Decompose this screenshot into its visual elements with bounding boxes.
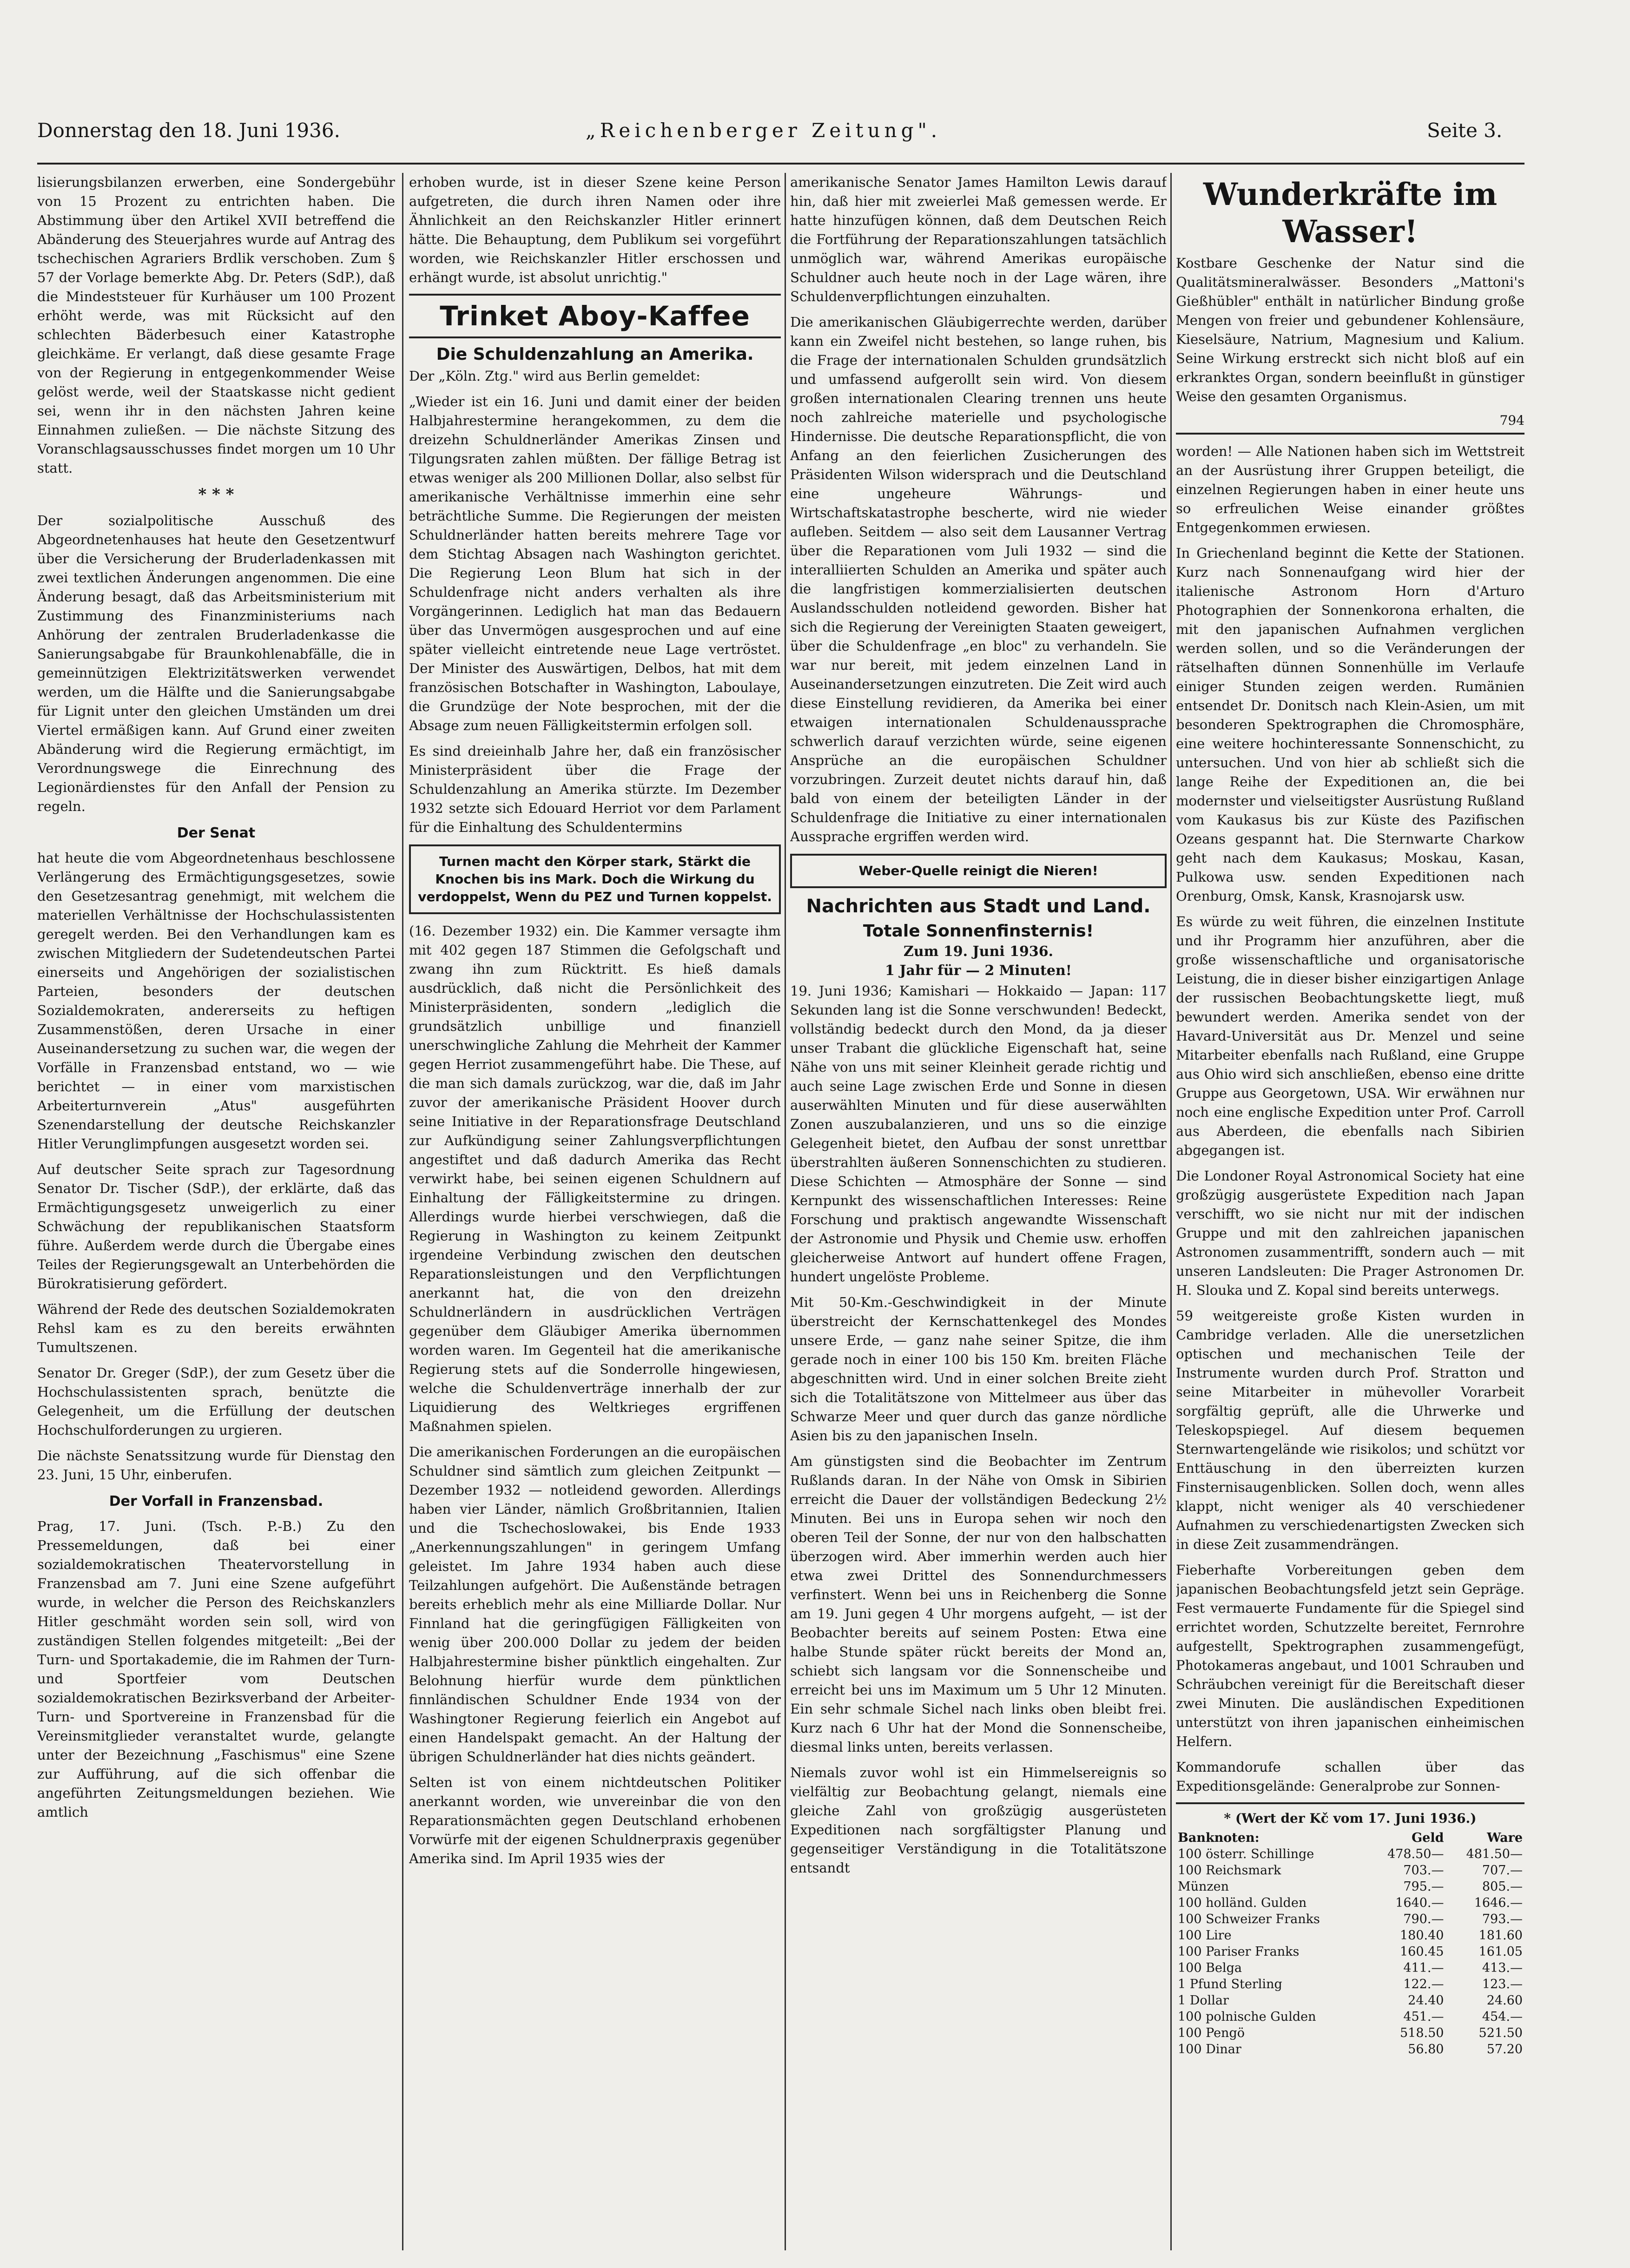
weber-quelle-advertisement: Weber-Quelle reinigt die Nieren! <box>790 854 1167 888</box>
article-paragraph: lisierungsbilanzen erwerben, eine Sondergebühr von 15 Prozent zu entrichten haben. Die Abstimmung über den Artikel XVII betreffend die Abänderung des Steuerjahres wurde auf Antrag des tschechischen Agrariers Brdlik verschoben. Zum § 57 der Vorlage bemerkte Abg. Dr. Peters (SdP.), daß die Mindeststeuer für Kurhäuser um 100 Prozent erhöht werde, was mit Rücksicht auf den schlechten Bäderbesuch einer Katastrophe gleichkäme. Er verlangt, daß diese gesamte Frage von der Regierung in entgegenkommender Weise gelöst werde, weil der Staatskasse nicht gedient sei, wenn ihr in den nächsten Jahren keine Einnahmen zuließen. — Die nächste Sitzung des Voranschlagsausschusses findet morgen um 10 Uhr statt. <box>37 174 395 476</box>
rate-ware: 123.— <box>1482 1977 1523 1991</box>
rate-name: 100 österr. Schillinge <box>1178 1847 1314 1861</box>
rate-ware: 793.— <box>1482 1912 1523 1926</box>
rate-geld: 122.— <box>1403 1977 1444 1991</box>
article-paragraph: Auf deutscher Seite sprach zur Tagesordnung Senator Dr. Tischer (SdP.), der erklärte, daß das Ermächtigungsgesetz unweigerlich zu einer Schwächung der republikanischen Staatsform führe. Außerdem werde durch die Übergabe eines Teiles der Regierungsgewalt an Unterbehörden die Bürokratisierung gefördert. <box>37 1161 395 1292</box>
table-row <box>1176 1944 1524 1960</box>
article-paragraph: Die amerikanischen Forderungen an die europäischen Schuldner sind sämtlich zum gleichen Zeitpunkt — Dezember 1932 — notleidend geworden. Allerdings haben vier Länder, nämlich Großbritannien, Italien und die Tschechoslowakei, bis Ende 1933 „Anerkennungszahlungen" in geringem Umfang geleistet. Im Jahre 1934 haben auch diese Teilzahlungen aufgehört. Die Außenstände betragen bereits erheblich mehr als eine Milliarde Dollar. Nur Finnland hat die geringfügigen Fälligkeiten von wenig über 200.000 Dollar zu jedem der beiden Halbjahrestermine bisher pünktlich eingehalten. Zur Belohnung hierfür wurde dem pünktlichen finnländischen Schuldner Ende 1934 von der Washingtoner Regierung feierlich ein Angebot auf einen Handelspakt gemacht. An der Haltung der übrigen Schuldnerländer hat dies nichts geändert. <box>409 1444 781 1765</box>
article-headline: Die Schuldenzahlung an Amerika. <box>436 345 754 364</box>
rate-name: 100 Dinar <box>1178 2042 1241 2057</box>
rate-geld: 451.— <box>1403 2010 1444 2024</box>
exchange-rates <box>1176 1802 1524 2057</box>
article-paragraph: In Griechenland beginnt die Kette der Stationen. Kurz nach Sonnenaufgang wird hier der italienische Astronom Horn d'Arturo Photographien der Sonnenkorona erhalten, die mit den japanischen Aufnahmen verglichen werden sollen, und so die Veränderungen der rätselhaften dünnen Sonnenhülle im Verlaufe einiger Stunden zeigen werden. Rumänien entsendet Dr. Donitsch nach Klein-Asien, um mit besonderen Spektrographen die Chromosphäre, eine weitere hochinteressante Sonnenschicht, zu untersuchen. Und von hier ab schließt sich die lange Reihe der Expeditionen an, die bei modernster und vielseitigster Ausrüstung Rußland vom Kaukasus bis zur Küste des Pazifischen Ozeans gespannt hat. Die Sternwarte Charkow geht nach dem Kaukasus; Moskau, Kasan, Pulkowa usw. senden Expeditionen nach Orenburg, Omsk, Kansk, Krasnojarsk usw. <box>1176 545 1524 904</box>
table-row <box>1176 2041 1524 2057</box>
table-row <box>1176 1879 1524 1895</box>
table-row <box>1176 1960 1524 1976</box>
page-header <box>37 110 1524 165</box>
rate-name: 1 Dollar <box>1178 1993 1229 2008</box>
table-row <box>1176 1927 1524 1944</box>
table-row <box>1176 1992 1524 2009</box>
rate-ware: 57.20 <box>1486 2042 1523 2057</box>
article-paragraph: hat heute die vom Abgeordnetenhaus beschlossene Verlängerung des Ermächtigungsgesetzes, sowie den Gesetzesantrag genehmigt, mit welchem die materiellen Verhältnisse der Hochschulassistenten geregelt werden. Bei den Verhandlungen kam es zwischen Mitgliedern der Sudetendeutschen Partei einerseits und Angehörigen der sozialistischen Parteien, besonders der deutschen Sozialdemokraten, andererseits zu heftigen Zusammenstößen, deren Ursache in einer Auseinandersetzung zu suchen war, die wegen der Vorfälle in Franzensbad entstand, wo — wie berichtet — in einer vom marxistischen Arbeiterturnverein „Atus" ausgeführten Szenendarstellung der deutsche Reichskanzler Hitler Verunglimpfungen ausgesetzt worden sei. <box>37 850 395 1152</box>
table-row <box>1176 1862 1524 1879</box>
column-4 <box>1176 173 1524 2250</box>
article-paragraph: worden! — Alle Nationen haben sich im Wettstreit an der Ausrüstung ihrer Gruppen beteiligt, die einzelnen Regierungen haben in einer heute uns so erfreulichen Weise einander größtes Entgegenkommen erwiesen. <box>1176 443 1524 535</box>
article-paragraph: Die Londoner Royal Astronomical Society hat eine großzügig ausgerüstete Expedition nach Japan verschifft, wo sie nicht nur mit der indischen Gruppe und mit den zahlreichen japanischen Astronomen zusammentrifft, sondern auch — mit unseren Landsleuten: Die Prager Astronomen Dr. H. Slouka und Z. Kopal sind bereits unterwegs. <box>1176 1168 1524 1298</box>
rate-name: 1 Pfund Sterling <box>1178 1977 1282 1991</box>
rate-geld: 56.80 <box>1408 2042 1444 2057</box>
rate-geld: 411.— <box>1403 1961 1444 1975</box>
newspaper-title: „Reichenberger Zeitung". <box>586 119 942 142</box>
article-paragraph: „Wieder ist ein 16. Juni und damit einer der beiden Halbjahrestermine herangekommen, zu dem die dreizehn Schuldnerländer Amerikas Zinsen und Tilgungsraten zahlen müßten. Der fällige Betrag ist etwas weniger als 200 Millionen Dollar, also selbst für amerikanische Verhältnisse immerhin eine sehr beträchtliche Summe. Die Regierungen der meisten Schuldnerländer hatten bereits mehrere Tage vor dem Stichtag Absagen nach Washington gerichtet. Die Regierung Leon Blum hat sich in der Schuldenfrage nicht anders verhalten als ihre Vorgängerinnen. Lediglich hat man das Bedauern über das Unvermögen ausgesprochen und auf eine später vielleicht eintretende neue Lage vertröstet. Der Minister des Auswärtigen, Delbos, hat mit dem französischen Botschafter in Washington, Laboulaye, die Grundzüge der Note besprochen, mit der die Absage zum neuen Fälligkeitstermin erfolgen soll. <box>409 394 781 733</box>
exchange-rates-title: * (Wert der Kč vom 17. Juni 1936.) <box>1224 1811 1477 1826</box>
rate-ware: 521.50 <box>1478 2026 1523 2040</box>
exchange-rates-table <box>1176 1830 1524 2057</box>
table-row <box>1176 2025 1524 2041</box>
rate-ware: 454.— <box>1482 2010 1523 2024</box>
pez-advertisement: Turnen macht den Körper stark, Stärkt die Knochen bis ins Mark. Doch die Wirkung du verdoppelst, Wenn du PEZ und Turnen koppelst. <box>409 844 781 914</box>
section-heading: Der Vorfall in Franzensbad. <box>109 1493 323 1510</box>
article-paragraph: (16. Dezember 1932) ein. Die Kammer versagte ihm mit 402 gegen 187 Stimmen die Gefolgschaft und zwang ihn zum Rücktritt. Es hieß damals ausdrücklich, daß nicht die Persönlichkeit des Ministerpräsidenten, sondern „lediglich die grundsätzlich unbillige und finanziell unerschwingliche Zahlung die Mehrheit der Kammer gegen Herriot zusammengeführt habe. Die These, auf die man sich damals zurückzog, war die, daß im Jahr zuvor der amerikanische Präsident Hoover durch seine Initiative in der Reparationsfrage Deutschland zur Aufkündigung seiner Zahlungsverpflichtungen angestiftet und daß dadurch Amerika das Recht verwirkt habe, bei seinen eigenen Schuldnern auf Einhaltung der Fälligkeitstermine zu dringen. Allerdings wurde hierbei verschwiegen, daß die Regierung in Washington zu keinem Zeitpunkt irgendeine Verbindung zwischen den deutschen Reparationsleistungen und den Verpflichtungen anerkannt hat, die von den dreizehn Schuldnerländern in ausdrücklichen Verträgen gegenüber dem Gläubiger Amerika übernommen worden waren. Im Gegenteil hat die amerikanische Regierung stets auf die Sonderrolle hingewiesen, welche die Schuldenverträge innerhalb der zur Liquidierung des Weltkrieges ergriffenen Maßnahmen spielen. <box>409 923 781 1434</box>
rate-name: Münzen <box>1178 1879 1229 1894</box>
table-row <box>1176 1911 1524 1927</box>
issue-date: Donnerstag den 18. Juni 1936. <box>37 119 340 142</box>
coffee-advertisement <box>409 294 781 338</box>
rate-ware: 707.— <box>1482 1863 1523 1878</box>
rate-name: 100 Pariser Franks <box>1178 1945 1300 1959</box>
rate-ware: 481.50— <box>1466 1847 1523 1861</box>
rate-geld: 1640.— <box>1395 1896 1444 1910</box>
article-paragraph: 19. Juni 1936; Kamishari — Hokkaido — Japan: 117 Sekunden lang ist die Sonne verschwunden! Bedeckt, vollständig bedeckt durch den Mond, da ja dieser unser Trabant die glückliche Eigenschaft hat, seine Nähe von uns mit seiner Kleinheit gerade richtig und auch seine Lage zwischen Erde und Sonne in diesen auserwählten Minuten und für diese auserwählten Zonen auszubalanzieren, und uns so die einzige Gelegenheit bietet, den Aufbau der sonst unrettbar überstrahlten äußeren Sonnenschichten zu studieren. Diese Schichten — Atmosphäre der Sonne — sind Kernpunkt des wissenschaftlichen Interesses: Reine Forschung und praktisch angewandte Wissenschaft der Astronomie und Physik und Chemie usw. erhoffen gleicherweise Antwort auf hundert offene Fragen, hundert ungelöste Probleme. <box>790 983 1167 1285</box>
ad-text: Kostbare Geschenke der Natur sind die Qualitätsmineralwässer. Besonders „Mattoni's Gießhübler" enthält in natürlicher Bindung große Mengen von freier und gebundener Kohlensäure, Kieselsäure, Natrium, Magnesium und Kalium. Seine Wirkung erstreckt sich nicht bloß auf ein erkranktes Organ, sondern beeinflußt in günstiger Weise den gesamten Organismus. <box>1176 255 1524 404</box>
article-paragraph: Senator Dr. Greger (SdP.), der zum Gesetz über die Hochschulassistenten sprach, benützte die Gelegenheit, um die Erfüllung der deutschen Hochschulforderungen zu urgieren. <box>37 1365 395 1438</box>
rate-geld: 790.— <box>1403 1912 1444 1926</box>
column-divider <box>1170 173 1172 2250</box>
ad-code: 794 <box>1499 413 1524 428</box>
article-paragraph: Am günstigsten sind die Beobachter im Zentrum Rußlands daran. In der Nähe von Omsk in Sibirien erreicht die Dauer der vollständigen Bedeckung 2½ Minuten. Bei uns in Europa sehen wir noch den oberen Teil der Sonne, der nur von den halbschatten überzogen wird. Aber immerhin werden auch hier etwa zwei Drittel des Sonnendurchmessers verfinstert. Wenn bei uns in Reichenberg die Sonne am 19. Juni gegen 4 Uhr morgens aufgeht, — ist der Beobachter bereits auf seinem Posten: Etwa eine halbe Stunde später rückt bereits der Mond an, schiebt sich langsam vor die Sonnenscheibe und erreicht bei uns im Maximum um 5 Uhr 12 Minuten. Ein sehr schmale Sichel nach links oben bleibt frei. Kurz nach 6 Uhr hat der Mond die Sonnenscheibe, diesmal links unten, bereits verlassen. <box>790 1453 1167 1755</box>
page-number: Seite 3. <box>1427 119 1503 142</box>
article-paragraph: Die amerikanischen Gläubigerrechte werden, darüber kann ein Zweifel nicht bestehen, so lange ruhen, bis die Frage der internationalen Schulden grundsätzlich und umfassend aufgerollt sein wird. Von diesem großen internationalen Clearing trennen uns heute noch zahlreiche materielle und psychologische Hindernisse. Die deutsche Reparationspflicht, die von Anfang an den feierlichen Zusicherungen des Präsidenten Wilson widersprach und die Deutschland eine ungeheure Währungs- und Wirtschaftskatastrophe bescherte, wird nie wieder aufleben. Seitdem — also seit dem Lausanner Vertrag über die Reparationen vom Juli 1932 — sind die interalliierten Schulden an Amerika und später auch die langfristigen kommerzialisierten deutschen Auslandsschulden notleidend geworden. Bisher hat sich die Regierung der Vereinigten Staaten geweigert, über die Schuldenfrage „en bloc" zu verhandeln. Sie war nur bereit, mit jedem einzelnen Land in Auseinandersetzungen einzutreten. Die Zeit wird auch diese Einstellung revidieren, da Amerika bei einer etwaigen internationalen Schuldenaussprache schwerlich darauf verzichten würde, seine eigenen Ansprüche an die europäischen Schuldner vorzubringen. Zurzeit deutet nichts darauf hin, daß bald von einem der beteiligten Länder in der Schuldenfrage die Initiative zu einer internationalen Aussprache ergriffen werden wird. <box>790 314 1167 844</box>
column-divider <box>402 173 403 2250</box>
rate-name: 100 holländ. Gulden <box>1178 1896 1307 1910</box>
rate-geld: 795.— <box>1403 1879 1444 1894</box>
rate-name: 100 Pengö <box>1178 2026 1245 2040</box>
header-rule <box>37 163 1524 165</box>
column-2 <box>409 173 781 2250</box>
table-row <box>1176 1846 1524 1862</box>
column-header-ware: Ware <box>1487 1831 1523 1845</box>
column-3 <box>790 173 1167 2250</box>
rate-name: 100 Schweizer Franks <box>1178 1912 1320 1926</box>
table-row <box>1176 2009 1524 2025</box>
ad-headline: Wunderkräfte im Wasser! <box>1203 176 1498 250</box>
article-paragraph: Niemals zuvor wohl ist ein Himmelsereignis so vielfältig zur Beobachtung gelangt, niemals eine gleiche Zahl von großzügig ausgerüsteten Expeditionen nach sorgfältigster Planung und gegenseitiger Verständigung in die Totalitätszone entsandt <box>790 1765 1167 1876</box>
ad-slogan: Trinket Aboy-Kaffee <box>440 300 750 332</box>
article-paragraph: Selten ist von einem nichtdeutschen Politiker anerkannt worden, wie unvereinbar die von den Reparationsmächten gegen Deutschland erhobenen Vorwürfe mit der eigenen Schuldnerpraxis gegenüber Amerika sind. Im April 1935 wies der <box>409 1774 781 1866</box>
article-dateline: Zum 19. Juni 1936. <box>903 943 1054 960</box>
article-subheadline: 1 Jahr für — 2 Minuten! <box>885 963 1072 979</box>
article-paragraph: Es würde zu weit führen, die einzelnen Institute und ihr Programm hier anzuführen, aber die große wissenschaftliche und organisatorische Leistung, die in dieser bisher einzigartigen Anlage der russischen Beobachtungskette liegt, muß bewundert werden. Amerika sendet von der Havard-Universität aus Dr. Menzel und seine Mitarbeiter ebenfalls nach Rußland, eine Gruppe aus Ohio wird sich anschließen, ebenso eine dritte Gruppe aus Georgetown, USA. Wir erwähnen nur noch eine englische Expedition unter Prof. Carroll aus Aberdeen, die ebenfalls nach Sibirien abgegangen ist. <box>1176 914 1524 1158</box>
rate-geld: 703.— <box>1403 1863 1444 1878</box>
rate-ware: 805.— <box>1482 1879 1523 1894</box>
article-paragraph: 59 weitgereiste große Kisten wurden in Cambridge verladen. Alle die unersetzlichen optischen und mechanischen Teile der Instrumente wurden durch Prof. Stratton und seine Mitarbeiter in mühevoller Vorarbeit sorgfältig geprüft, alle die Uhrwerke und Teleskopspiegel. Auf diesem bequemen Sternwartengelände wie risikolos; und schützt vor Enttäuschung in den überreizten kurzen Finsternisaugenblicken. Sollen doch, wenn alles klappt, nicht weniger als 40 verschiedener Aufnahmen zu verschiedenartigsten Zwecken sich in diese Zeit zusammendrängen. <box>1176 1308 1524 1552</box>
column-divider <box>785 173 786 2250</box>
article-paragraph: Die nächste Senatssitzung wurde für Dienstag den 23. Juni, 15 Uhr, einberufen. <box>37 1448 395 1483</box>
article-paragraph: Der sozialpolitische Ausschuß des Abgeordnetenhauses hat heute den Gesetzentwurf über die Versicherung der Bruderladenkassen mit zwei textlichen Änderungen angenommen. Die eine Änderung besagt, daß das Arbeitsministerium mit Zustimmung des Finanzministeriums nach Anhörung der zentralen Bruderladenkasse die Sanierungsabgabe für Braunkohlenabfälle, die in gemeinnützigen Elektrizitätswerken verwendet werden, um die Hälfte und die Sanierungsabgabe für Lignit unter den gleichen Umständen um drei Viertel ermäßigen kann. Auf Grund einer zweiten Abänderung wird die Regierung ermächtigt, im Verordnungswege die Einrechnung des Legionärdienstes für den Anfall der Pension zu regeln. <box>37 513 395 814</box>
article-paragraph: Fieberhafte Vorbereitungen geben dem japanischen Beobachtungsfeld jetzt sein Gepräge. Fest vermauerte Fundamente für die Spiegel sind errichtet worden, Schutzzelte bereitet, Fernrohre aufgestellt, Spektrographen zusammengefügt, Photokameras angebaut, und 1001 Schrauben und Schräubchen vereinigt für die Bereitschaft dieser zwei Minuten. Die ausländischen Expeditionen unterstützt von ihren japanischen einheimischen Helfern. <box>1176 1562 1524 1749</box>
section-headline: Nachrichten aus Stadt und Land. <box>806 896 1151 917</box>
rate-ware: 413.— <box>1482 1961 1523 1975</box>
table-row <box>1176 1895 1524 1911</box>
rate-name: 100 Lire <box>1178 1928 1232 1943</box>
mattoni-advertisement <box>1176 176 1524 435</box>
section-heading: Der Senat <box>177 825 256 841</box>
rate-ware: 181.60 <box>1478 1928 1523 1943</box>
rate-geld: 518.50 <box>1399 2026 1444 2040</box>
rate-ware: 161.05 <box>1478 1945 1523 1959</box>
column-header-geld: Geld <box>1412 1831 1444 1845</box>
rate-ware: 24.60 <box>1486 1993 1523 2008</box>
rate-name: 100 polnische Gulden <box>1178 2010 1316 2024</box>
rate-name: 100 Belga <box>1178 1961 1242 1975</box>
article-paragraph: Kommandorufe schallen über das Expeditionsgelände: Generalprobe zur Sonnen- <box>1176 1759 1524 1794</box>
article-paragraph: amerikanische Senator James Hamilton Lewis darauf hin, daß hier mit zweierlei Maß gemessen werde. Er hatte hinzufügen können, daß dem Deutschen Reich die Fortführung der Reparationszahlungen tatsächlich unmöglich war, während Amerikas europäische Schuldner auch heute noch in der Lage wären, ihre Schuldenverpflichtungen einzuhalten. <box>790 174 1167 304</box>
table-row <box>1176 1976 1524 1992</box>
article-paragraph: Prag, 17. Juni. (Tsch. P.-B.) Zu den Pressemeldungen, daß bei einer sozialdemokratischen Theatervorstellung in Franzensbad am 7. Juni eine Szene aufgeführt wurde, in welcher die Person des Reichskanzlers Hitler geschmäht worden sein soll, wird von zuständigen Stellen folgendes mitgeteilt: „Bei der Turn- und Sportakademie, die im Rahmen der Turn- und Sportfeier vom Deutschen sozialdemokratischen Bezirksverband der Arbeiter-Turn- und Sportvereine in Franzensbad für die Vereinsmitglieder veranstaltet wurde, gelangte unter der Bezeichnung „Faschismus" eine Szene zur Aufführung, auf die sich offenbar die angeführten Zeitungsmeldungen beziehen. Wie amtlich <box>37 1518 395 1820</box>
rate-geld: 160.45 <box>1399 1945 1444 1959</box>
section-separator: * * * <box>198 485 234 504</box>
rate-ware: 1646.— <box>1474 1896 1523 1910</box>
article-paragraph: Es sind dreieinhalb Jahre her, daß ein französischer Ministerpräsident über die Frage der Schuldenzahlung an Amerika stürzte. Im Dezember 1932 setzte sich Edouard Herriot vor dem Parlament für die Einhaltung des Schuldentermins <box>409 743 781 835</box>
article-paragraph: erhoben wurde, ist in dieser Szene keine Person aufgetreten, die durch ihren Namen oder ihre Ähnlichkeit an den Reichskanzler Hitler erinnert hätte. Die Behauptung, dem Publikum sei vorgeführt worden, wie Reichskanzler Hitler erschossen und erhängt wurde, ist absolut unrichtig." <box>409 174 781 285</box>
article-paragraph: Der „Köln. Ztg." wird aus Berlin gemeldet: <box>409 368 700 384</box>
rate-geld: 180.40 <box>1399 1928 1444 1943</box>
article-headline: Totale Sonnenfinsternis! <box>863 922 1094 941</box>
article-paragraph: Mit 50-Km.-Geschwindigkeit in der Minute überstreicht der Kernschattenkegel des Mondes unsere Erde, — ganz nahe seiner Spitze, die ihm gerade noch in einer 100 bis 150 Km. breiten Fläche abgeschnitten wird. Und in einer solchen Breite zieht sich die Totalitätszone von Mittelmeer aus über das Schwarze Meer und quer durch das ganze nördliche Asien bis zu den japanischen Inseln. <box>790 1294 1167 1444</box>
rate-geld: 24.40 <box>1408 1993 1444 2008</box>
rate-name: 100 Reichsmark <box>1178 1863 1281 1878</box>
rate-geld: 478.50— <box>1387 1847 1444 1861</box>
column-1 <box>37 173 395 2250</box>
column-header-banknotes: Banknoten: <box>1178 1831 1260 1845</box>
article-paragraph: Während der Rede des deutschen Sozialdemokraten Rehsl kam es zu den bereits erwähnten Tumultszenen. <box>37 1301 395 1355</box>
